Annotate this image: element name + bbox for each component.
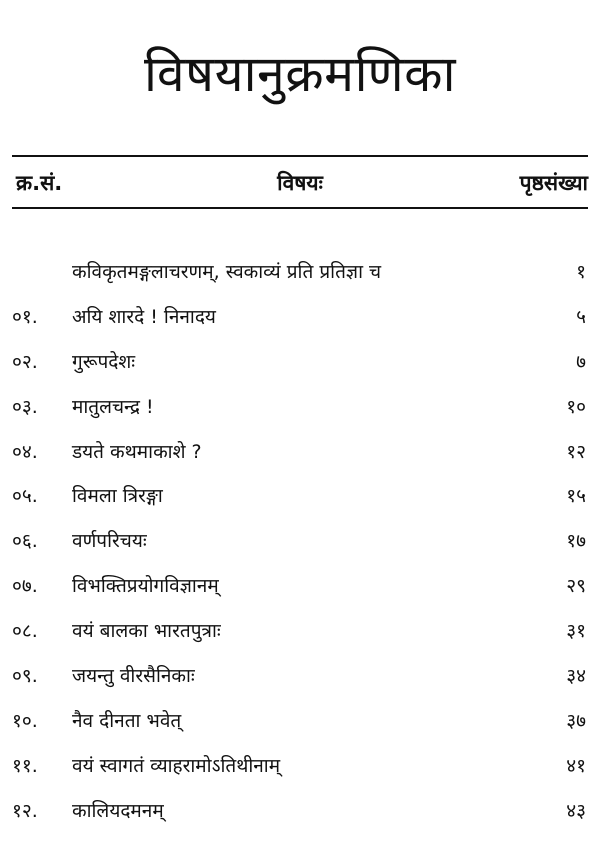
header-bottom-rule bbox=[12, 207, 588, 209]
toc-entry bbox=[0, 430, 600, 475]
entry-number: ०८. bbox=[12, 620, 38, 643]
entry-title: वयं स्वागतं व्याहरामोऽतिथीनाम् bbox=[72, 754, 281, 777]
entry-page: १२ bbox=[566, 440, 586, 463]
toc-entry bbox=[0, 609, 600, 654]
header-page-number: पृष्ठसंख्या bbox=[519, 171, 588, 195]
entry-number: ०७. bbox=[12, 575, 38, 598]
toc-entry bbox=[0, 340, 600, 385]
header-topic: विषयः bbox=[277, 171, 323, 195]
entry-page: १७ bbox=[566, 530, 586, 553]
entry-title: वयं बालका भारतपुत्राः bbox=[72, 620, 221, 643]
entry-page: ४१ bbox=[566, 754, 586, 777]
entry-title: विभक्तिप्रयोगविज्ञानम् bbox=[72, 575, 219, 598]
entry-page: १० bbox=[566, 395, 586, 418]
entry-page: ५ bbox=[576, 305, 586, 328]
header-top-rule bbox=[12, 155, 588, 157]
toc-entry bbox=[0, 519, 600, 564]
toc-entry bbox=[0, 250, 600, 295]
toc-entry bbox=[0, 699, 600, 744]
entry-title: विमला त्रिरङ्गा bbox=[72, 485, 163, 508]
entry-number: ०६. bbox=[12, 530, 38, 553]
header-serial-number: क्र.सं. bbox=[16, 171, 63, 195]
entry-number: ०२. bbox=[12, 350, 38, 373]
entry-number: ०३. bbox=[12, 395, 38, 418]
toc-entry bbox=[0, 474, 600, 519]
entry-page: ७ bbox=[576, 350, 586, 373]
entry-number: १२. bbox=[12, 799, 38, 822]
toc-entry bbox=[0, 744, 600, 789]
entry-title: नैव दीनता भवेत् bbox=[72, 709, 182, 732]
entry-page: ३१ bbox=[566, 620, 586, 643]
toc-entry bbox=[0, 385, 600, 430]
entry-number: १०. bbox=[12, 709, 38, 732]
toc-entry bbox=[0, 295, 600, 340]
entry-number: ०५. bbox=[12, 485, 38, 508]
entry-title: वर्णपरिचयः bbox=[72, 530, 147, 553]
entry-page: २९ bbox=[566, 575, 586, 598]
toc-entry bbox=[0, 654, 600, 699]
toc-entry bbox=[0, 564, 600, 609]
entry-title: डयते कथमाकाशे ? bbox=[72, 440, 202, 463]
page-title: विषयानुक्रमणिका bbox=[143, 44, 457, 103]
entry-number: ०१. bbox=[12, 305, 38, 328]
entry-page: १५ bbox=[566, 485, 586, 508]
entry-number: ११. bbox=[12, 754, 38, 777]
entry-page: १ bbox=[576, 261, 586, 283]
entry-page: ४३ bbox=[566, 799, 586, 822]
entry-number: ०९. bbox=[12, 665, 38, 688]
entry-page: ३४ bbox=[566, 665, 586, 688]
entry-number: ०४. bbox=[12, 440, 38, 463]
entry-title: अयि शारदे ! निनादय bbox=[72, 305, 216, 328]
contents-list bbox=[0, 250, 600, 834]
table-header bbox=[12, 164, 588, 202]
entry-title: जयन्तु वीरसैनिकाः bbox=[72, 665, 195, 688]
entry-page: ३७ bbox=[566, 709, 586, 732]
entry-title: गुरूपदेशः bbox=[72, 350, 136, 373]
entry-title: मातुलचन्द्र ! bbox=[72, 395, 154, 418]
entry-title: कालियदमनम् bbox=[72, 799, 164, 822]
toc-entry bbox=[0, 789, 600, 834]
entry-title: कविकृतमङ्गलाचरणम्, स्वकाव्यं प्रति प्रतिज्ञा च bbox=[72, 261, 382, 283]
